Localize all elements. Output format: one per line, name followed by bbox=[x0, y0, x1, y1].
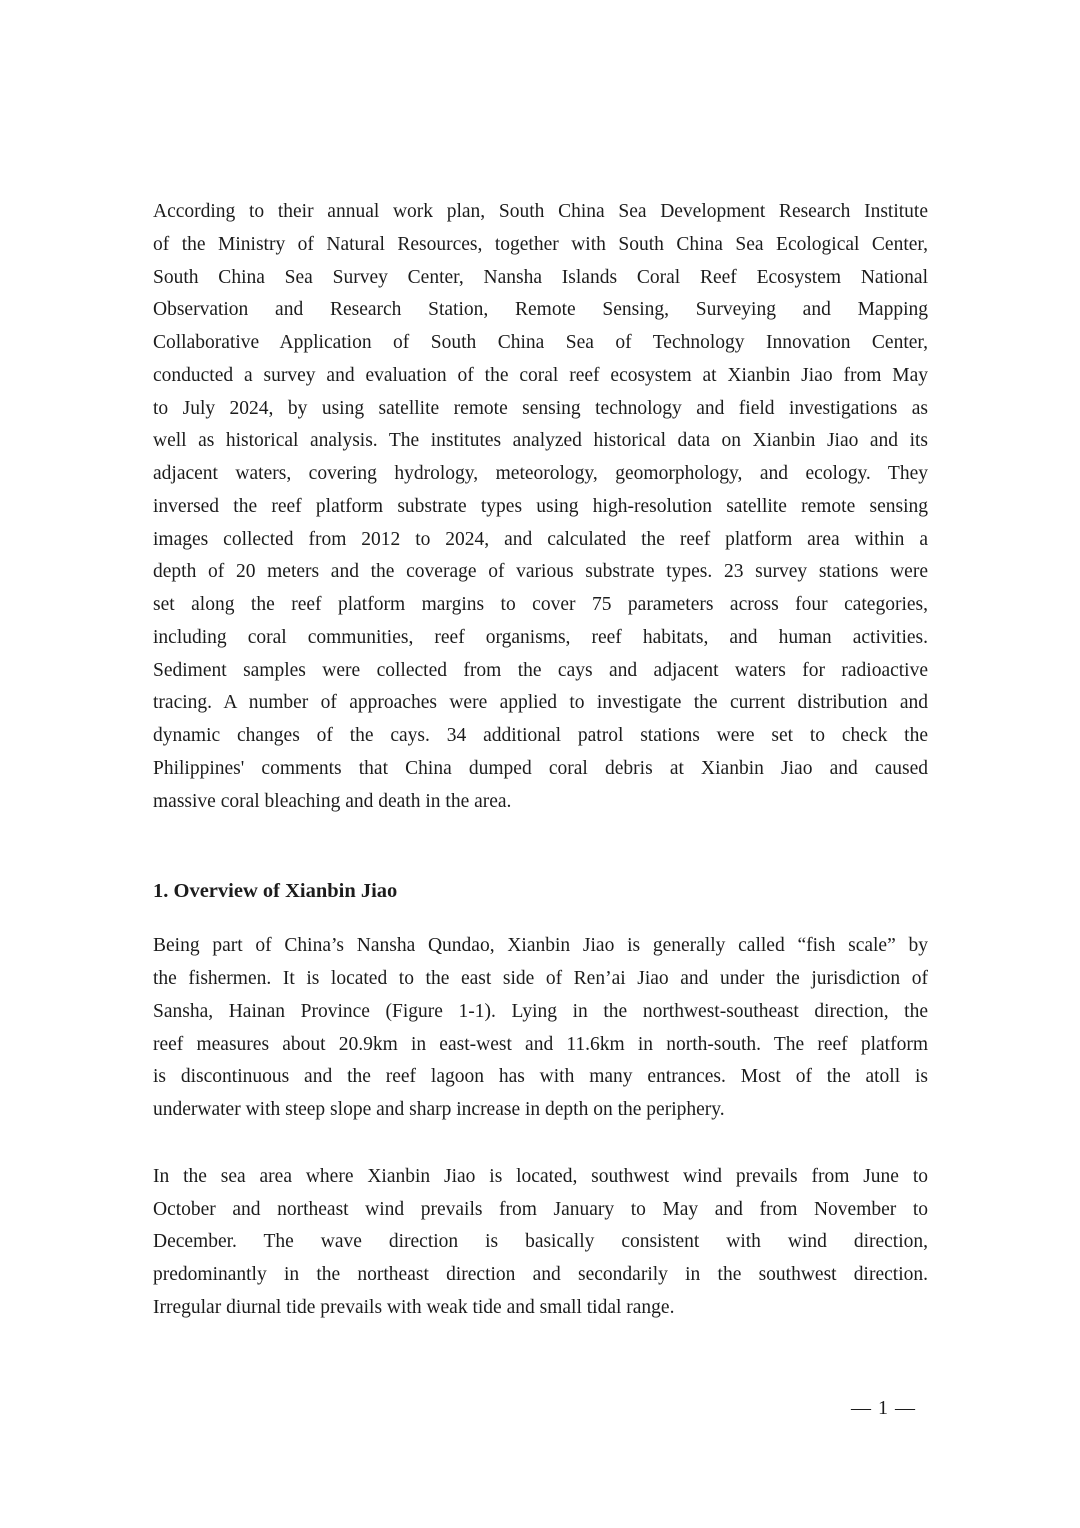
text-line: Sansha, Hainan Province (Figure 1-1). Lying in the northwest-southeast direction, the bbox=[153, 1000, 928, 1022]
text-line: is discontinuous and the reef lagoon has with many entrances. Most of the atoll is bbox=[153, 1066, 928, 1088]
text-line: conducted a survey and evaluation of the coral reef ecosystem at Xianbin Jiao from May bbox=[153, 364, 928, 386]
text-line: Sediment samples were collected from the cays and adjacent waters for radioactive bbox=[153, 659, 928, 681]
intro-paragraph bbox=[153, 196, 928, 818]
text-line: underwater with steep slope and sharp increase in depth on the periphery. bbox=[153, 1099, 725, 1120]
text-line: including coral communities, reef organisms, reef habitats, and human activities. bbox=[153, 626, 928, 648]
document-body bbox=[153, 196, 928, 1325]
text-line: South China Sea Survey Center, Nansha Islands Coral Reef Ecosystem National bbox=[153, 266, 928, 288]
text-line: December. The wave direction is basically consistent with wind direction, bbox=[153, 1231, 928, 1253]
page-number: — 1 — bbox=[851, 1396, 916, 1419]
text-line: October and northeast wind prevails from January to May and from November to bbox=[153, 1198, 928, 1220]
text-line: 1. Overview of Xianbin Jiao bbox=[153, 880, 398, 903]
text-line: massive coral bleaching and death in the area. bbox=[153, 790, 512, 812]
text-line: adjacent waters, covering hydrology, meteorology, geomorphology, and ecology. They bbox=[153, 463, 928, 484]
text-line: Observation and Research Station, Remote Sensing, Surveying and Mapping bbox=[153, 299, 928, 321]
text-line: images collected from 2012 to 2024, and calculated the reef platform area within a bbox=[153, 528, 928, 550]
text-line: In the sea area where Xianbin Jiao is located, southwest wind prevails from June to bbox=[153, 1165, 928, 1187]
overview-paragraph bbox=[153, 930, 928, 1127]
text-line: the fishermen. It is located to the east side of Ren’ai Jiao and under the jurisdiction of bbox=[153, 968, 928, 989]
text-line: to July 2024, by using satellite remote sensing technology and field investigations as bbox=[153, 397, 928, 419]
text-line: Philippines' comments that China dumped coral debris at Xianbin Jiao and caused bbox=[153, 757, 928, 779]
text-line: predominantly in the northeast direction and secondarily in the southwest direction. bbox=[153, 1264, 928, 1285]
text-line: reef measures about 20.9km in east-west and 11.6km in north-south. The reef platform bbox=[153, 1033, 928, 1055]
text-line: inversed the reef platform substrate types using high-resolution satellite remote sensing bbox=[153, 495, 928, 517]
text-line: Being part of China’s Nansha Qundao, Xianbin Jiao is generally called “fish scale” by bbox=[153, 935, 928, 957]
text-line: Irregular diurnal tide prevails with weak tide and small tidal range. bbox=[153, 1296, 675, 1318]
section-heading bbox=[153, 875, 928, 908]
text-line: tracing. A number of approaches were applied to investigate the current distribution and bbox=[153, 692, 928, 714]
text-line: depth of 20 meters and the coverage of various substrate types. 23 survey stations were bbox=[153, 561, 928, 583]
text-line: well as historical analysis. The institutes analyzed historical data on Xianbin Jiao and its bbox=[153, 430, 928, 452]
wind-tide-paragraph bbox=[153, 1161, 928, 1325]
text-line: dynamic changes of the cays. 34 additional patrol stations were set to check the bbox=[153, 725, 928, 746]
text-line: Collaborative Application of South China Sea of Technology Innovation Center, bbox=[153, 332, 928, 353]
text-line: of the Ministry of Natural Resources, together with South China Sea Ecological Center, bbox=[153, 233, 928, 255]
text-line: According to their annual work plan, South China Sea Development Research Institute bbox=[153, 201, 928, 222]
text-line: set along the reef platform margins to cover 75 parameters across four categories, bbox=[153, 594, 928, 615]
